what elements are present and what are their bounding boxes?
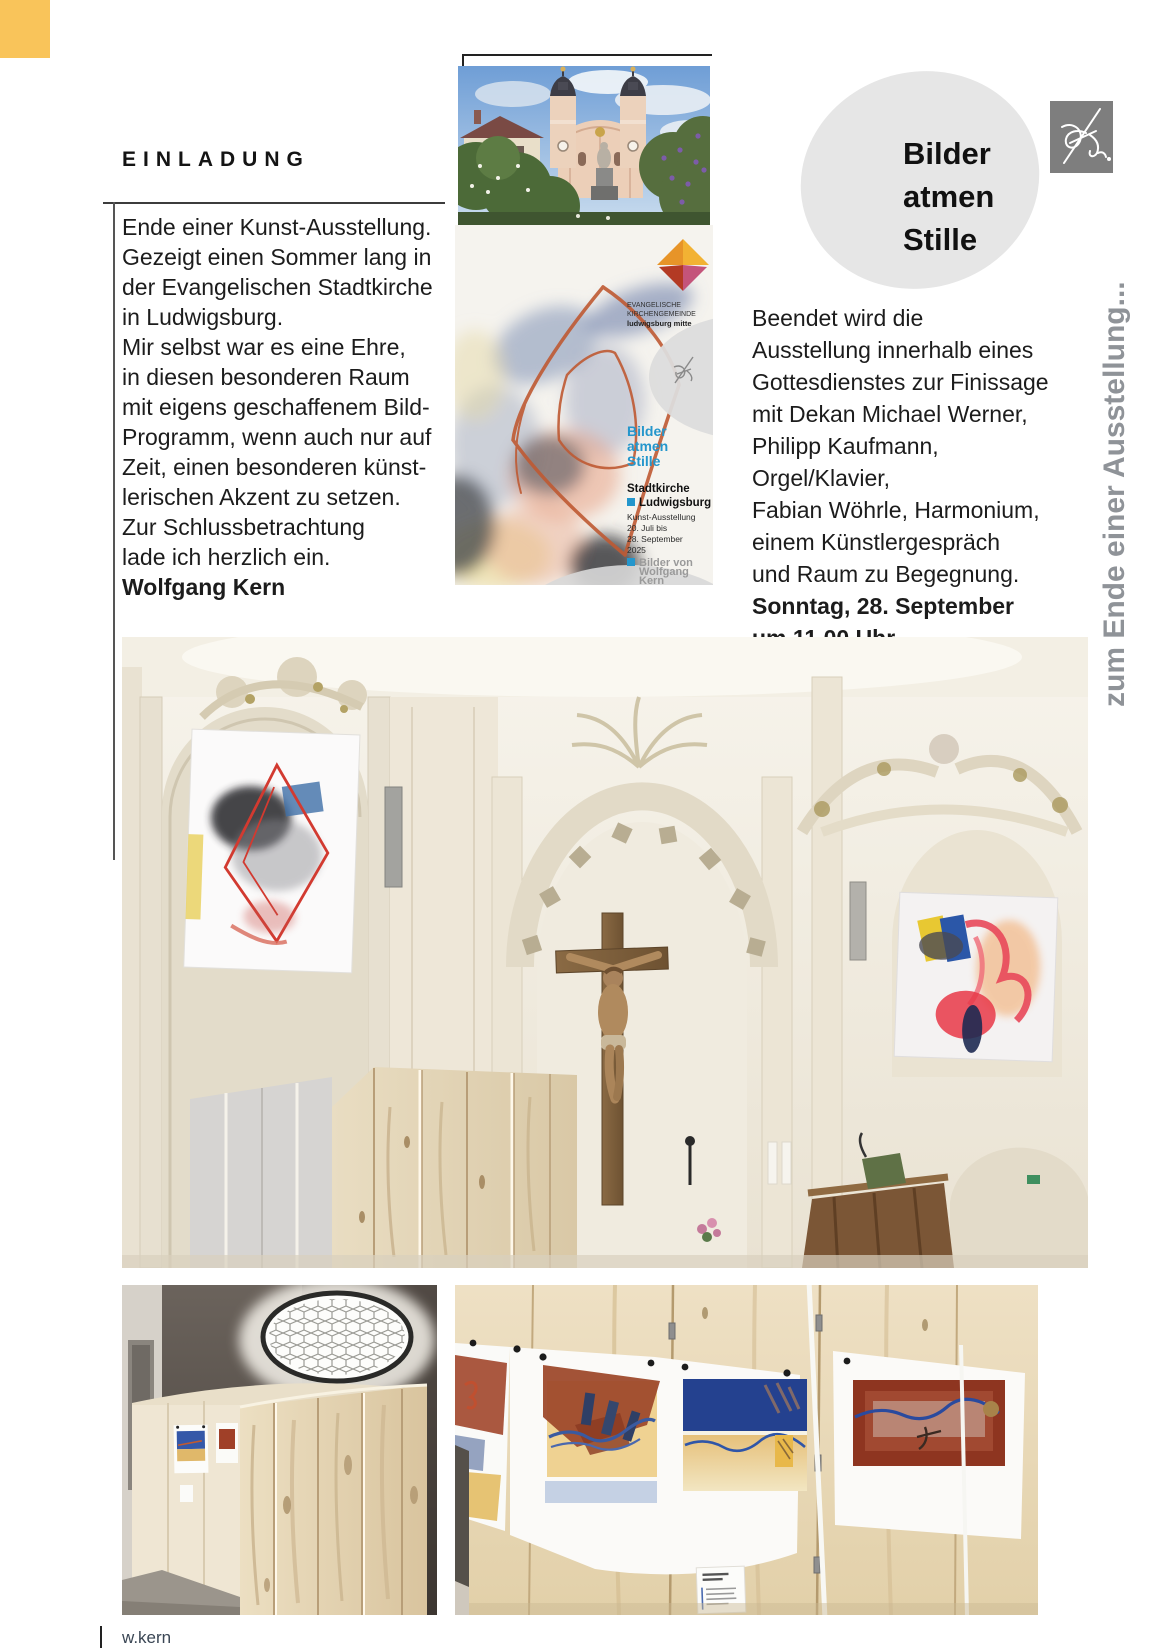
pinned-artwork-small [216, 1423, 238, 1463]
flyer-title-line: Bilder [627, 423, 667, 439]
installation-photo-oval-window [122, 1285, 437, 1615]
watercolor-landscape-2 [543, 1365, 660, 1503]
watercolor-landscape-3 [683, 1379, 807, 1491]
intro-line: lade ich herzlich ein. [122, 544, 331, 570]
intro-line: Zur Schlussbetrachtung [122, 514, 365, 540]
intro-line: Ende einer Kunst-Ausstellung. [122, 214, 432, 240]
heading-rule [103, 202, 445, 204]
details-line: Gottesdienstes zur Finissage [752, 369, 1049, 395]
flyer-bullet-square [627, 498, 635, 506]
flyer-title-line: atmen [627, 438, 669, 454]
intro-line: Gezeigt einen Sommer lang in [122, 244, 432, 270]
flyer-event-line: 20. Juli bis [627, 523, 668, 533]
flyer-event-line: Kunst-Ausstellung [627, 512, 696, 522]
church-interior-photo [122, 637, 1088, 1268]
details-line: mit Dekan Michael Werner, [752, 401, 1028, 427]
corner-accent-square [0, 0, 50, 58]
details-text [752, 302, 1062, 654]
intro-line: in diesen besonderen Raum [122, 364, 410, 390]
headline-line: Stille [903, 222, 978, 257]
kern-signature-logo [1050, 101, 1113, 173]
flyer-org-line: ludwigsburg mitte [627, 319, 692, 328]
flyer-org-line: EVANGELISCHE [627, 302, 681, 309]
details-line: Fabian Wöhrle, Harmonium, [752, 497, 1040, 523]
pinned-artwork-small [174, 1425, 209, 1474]
author-name: Wolfgang Kern [122, 574, 286, 600]
vertical-side-note: zum Ende einer Ausstellung... [1098, 281, 1131, 707]
intro-line: lerischen Akzent zu setzen. [122, 484, 401, 510]
details-line: Ausstellung innerhalb eines [752, 337, 1034, 363]
intro-line: der Evangelischen Stadtkirche [122, 274, 433, 300]
flyer-venue-line: Ludwigsburg [639, 497, 712, 509]
artworks-panel-photo [455, 1285, 1038, 1615]
page-title: EINLADUNG [122, 148, 310, 171]
photo-frame-top-rule [462, 54, 712, 56]
intro-line: Programm, wenn auch nur auf [122, 424, 432, 450]
wall-label [180, 1485, 193, 1502]
flyer-artist-line: Kern [639, 575, 665, 585]
details-line: einem Künstlergespräch [752, 529, 1001, 555]
flyer-event-line: 2025 [627, 545, 646, 555]
wood-screen-panels [190, 1067, 577, 1268]
kern-signature-icon [1050, 101, 1113, 173]
intro-line: mit eigens geschaffenem Bild- [122, 394, 430, 420]
intro-line: Zeit, einen besonderen künst- [122, 454, 427, 480]
left-margin-rule [113, 202, 115, 860]
intro-line: in Ludwigsburg. [122, 304, 284, 330]
flyer-title-line: Stille [627, 453, 661, 469]
flyer-event-line: 28. September [627, 534, 683, 544]
headline-line: atmen [903, 179, 995, 214]
headline-text [903, 132, 994, 261]
flyer-bullet-square [627, 558, 635, 566]
flyer-artist-line: Wolfgang [639, 566, 689, 578]
headline-line: Bilder [903, 136, 991, 171]
event-date: Sonntag, 28. September [752, 593, 1015, 619]
details-line: Philipp Kaufmann, Orgel/Klavier, [752, 433, 939, 491]
footer-divider [100, 1626, 102, 1648]
artwork-banner-left [184, 729, 360, 973]
flyer-org-line: KIRCHENGEMEINDE [627, 311, 696, 318]
intro-text [122, 212, 452, 602]
church-exterior-photo [458, 66, 710, 225]
footer-credit: w.kern [122, 1628, 172, 1647]
flyer-venue-line: Stadtkirche [627, 483, 690, 495]
intro-line: Mir selbst war es eine Ehre, [122, 334, 406, 360]
details-line: Beendet wird die [752, 305, 924, 331]
exhibition-flyer [455, 225, 713, 585]
artwork-canvas-right [894, 892, 1058, 1061]
watercolor-landscape-4 [853, 1380, 1005, 1466]
details-line: und Raum zu Begegnung. [752, 561, 1020, 587]
flyer-artist-line: Bilder von [639, 557, 693, 569]
